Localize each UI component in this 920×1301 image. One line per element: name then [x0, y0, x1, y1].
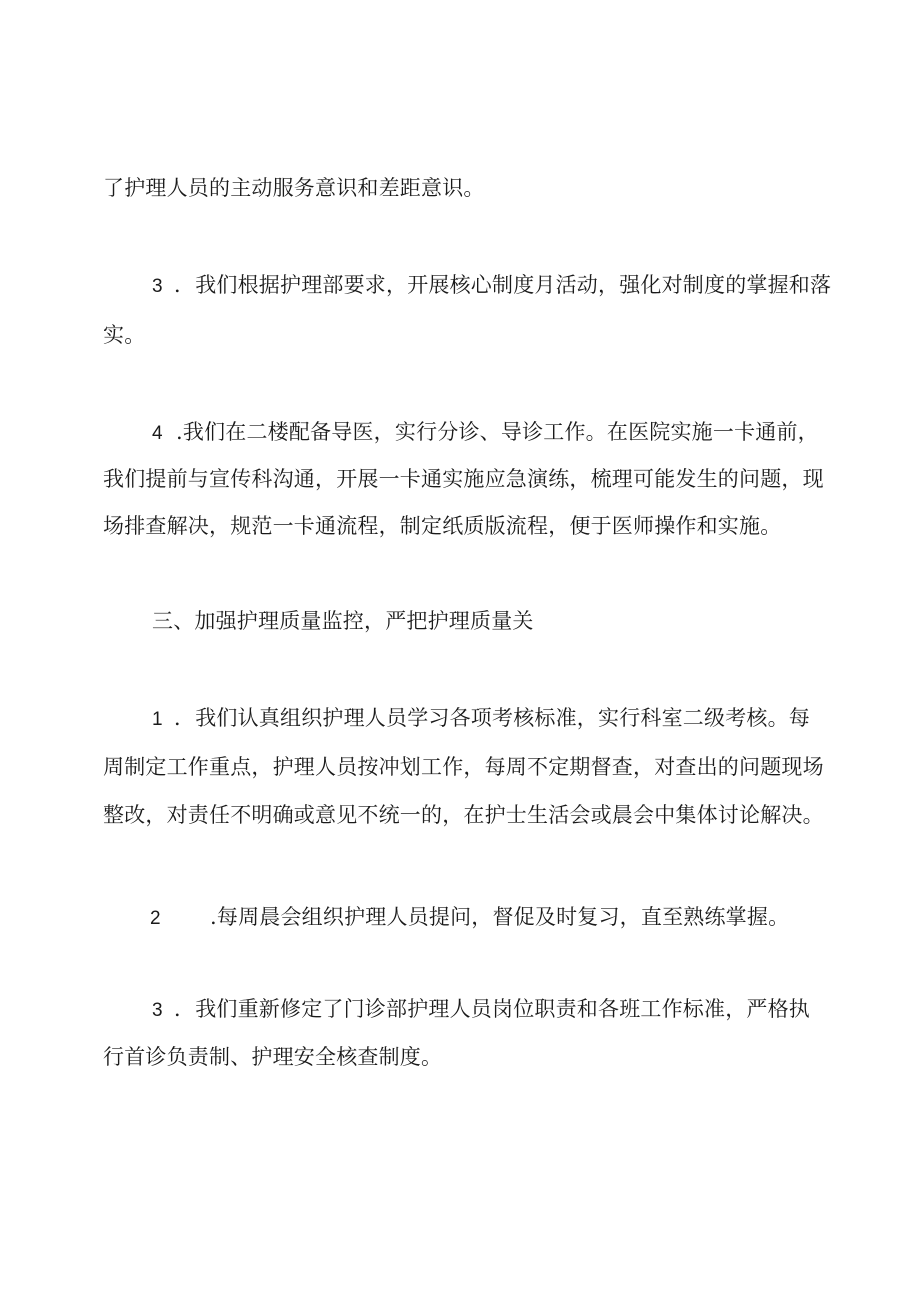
section-heading: [0, 607, 920, 635]
paragraph-text: .我们在二楼配备导医，实行分诊、导诊工作。在医院实施一卡通前，: [176, 420, 819, 444]
item-3-line-1: [0, 995, 920, 1025]
section-heading-text: 三、加强护理质量监控，严把护理质量关: [152, 609, 534, 633]
paragraph-text: 了护理人员的主动服务意识和差距意识。: [103, 176, 485, 200]
item-2-line-1: [0, 903, 920, 933]
paragraph-text: ．我们认真组织护理人员学习各项考核标准，实行科室二级考核。每: [174, 706, 810, 730]
paragraph-text: 我们提前与宣传科沟通，开展一卡通实施应急演练，梳理可能发生的问题，现: [103, 467, 824, 491]
paragraph-3-line-2: [0, 321, 920, 349]
list-number: 4: [152, 423, 163, 444]
list-number: 3: [152, 276, 163, 297]
paragraph-text: 周制定工作重点，护理人员按冲划工作，每周不定期督查，对查出的问题现场: [103, 755, 824, 779]
item-1-line-1: [0, 704, 920, 734]
paragraph-text: 实。: [103, 323, 146, 347]
item-1-line-3: [0, 801, 920, 829]
paragraph-text: 整改，对责任不明确或意见不统一的，在护士生活会或晨会中集体讨论解决。: [103, 803, 824, 827]
paragraph-4-line-2: [0, 465, 920, 493]
list-number: 3: [152, 1000, 163, 1021]
item-1-line-2: [0, 753, 920, 781]
paragraph-text: 行首诊负责制、护理安全核查制度。: [103, 1045, 443, 1069]
list-number: 2: [150, 908, 161, 929]
paragraph-text: 场排查解决，规范一卡通流程，制定纸质版流程，便于医师操作和实施。: [103, 514, 782, 538]
paragraph-4-line-3: [0, 512, 920, 540]
list-number: 1: [152, 709, 163, 730]
paragraph-4-line-1: [0, 418, 920, 448]
paragraph-continuation-line: [0, 174, 920, 202]
paragraph-text: ．我们根据护理部要求，开展核心制度月活动，强化对制度的掌握和落: [174, 273, 832, 297]
item-3-line-2: [0, 1043, 920, 1071]
paragraph-text: .每周晨会组织护理人员提问，督促及时复习，直至熟练掌握。: [210, 905, 790, 929]
paragraph-text: ．我们重新修定了门诊部护理人员岗位职责和各班工作标准，严格执: [174, 997, 810, 1021]
paragraph-3-line-1: [0, 271, 920, 301]
